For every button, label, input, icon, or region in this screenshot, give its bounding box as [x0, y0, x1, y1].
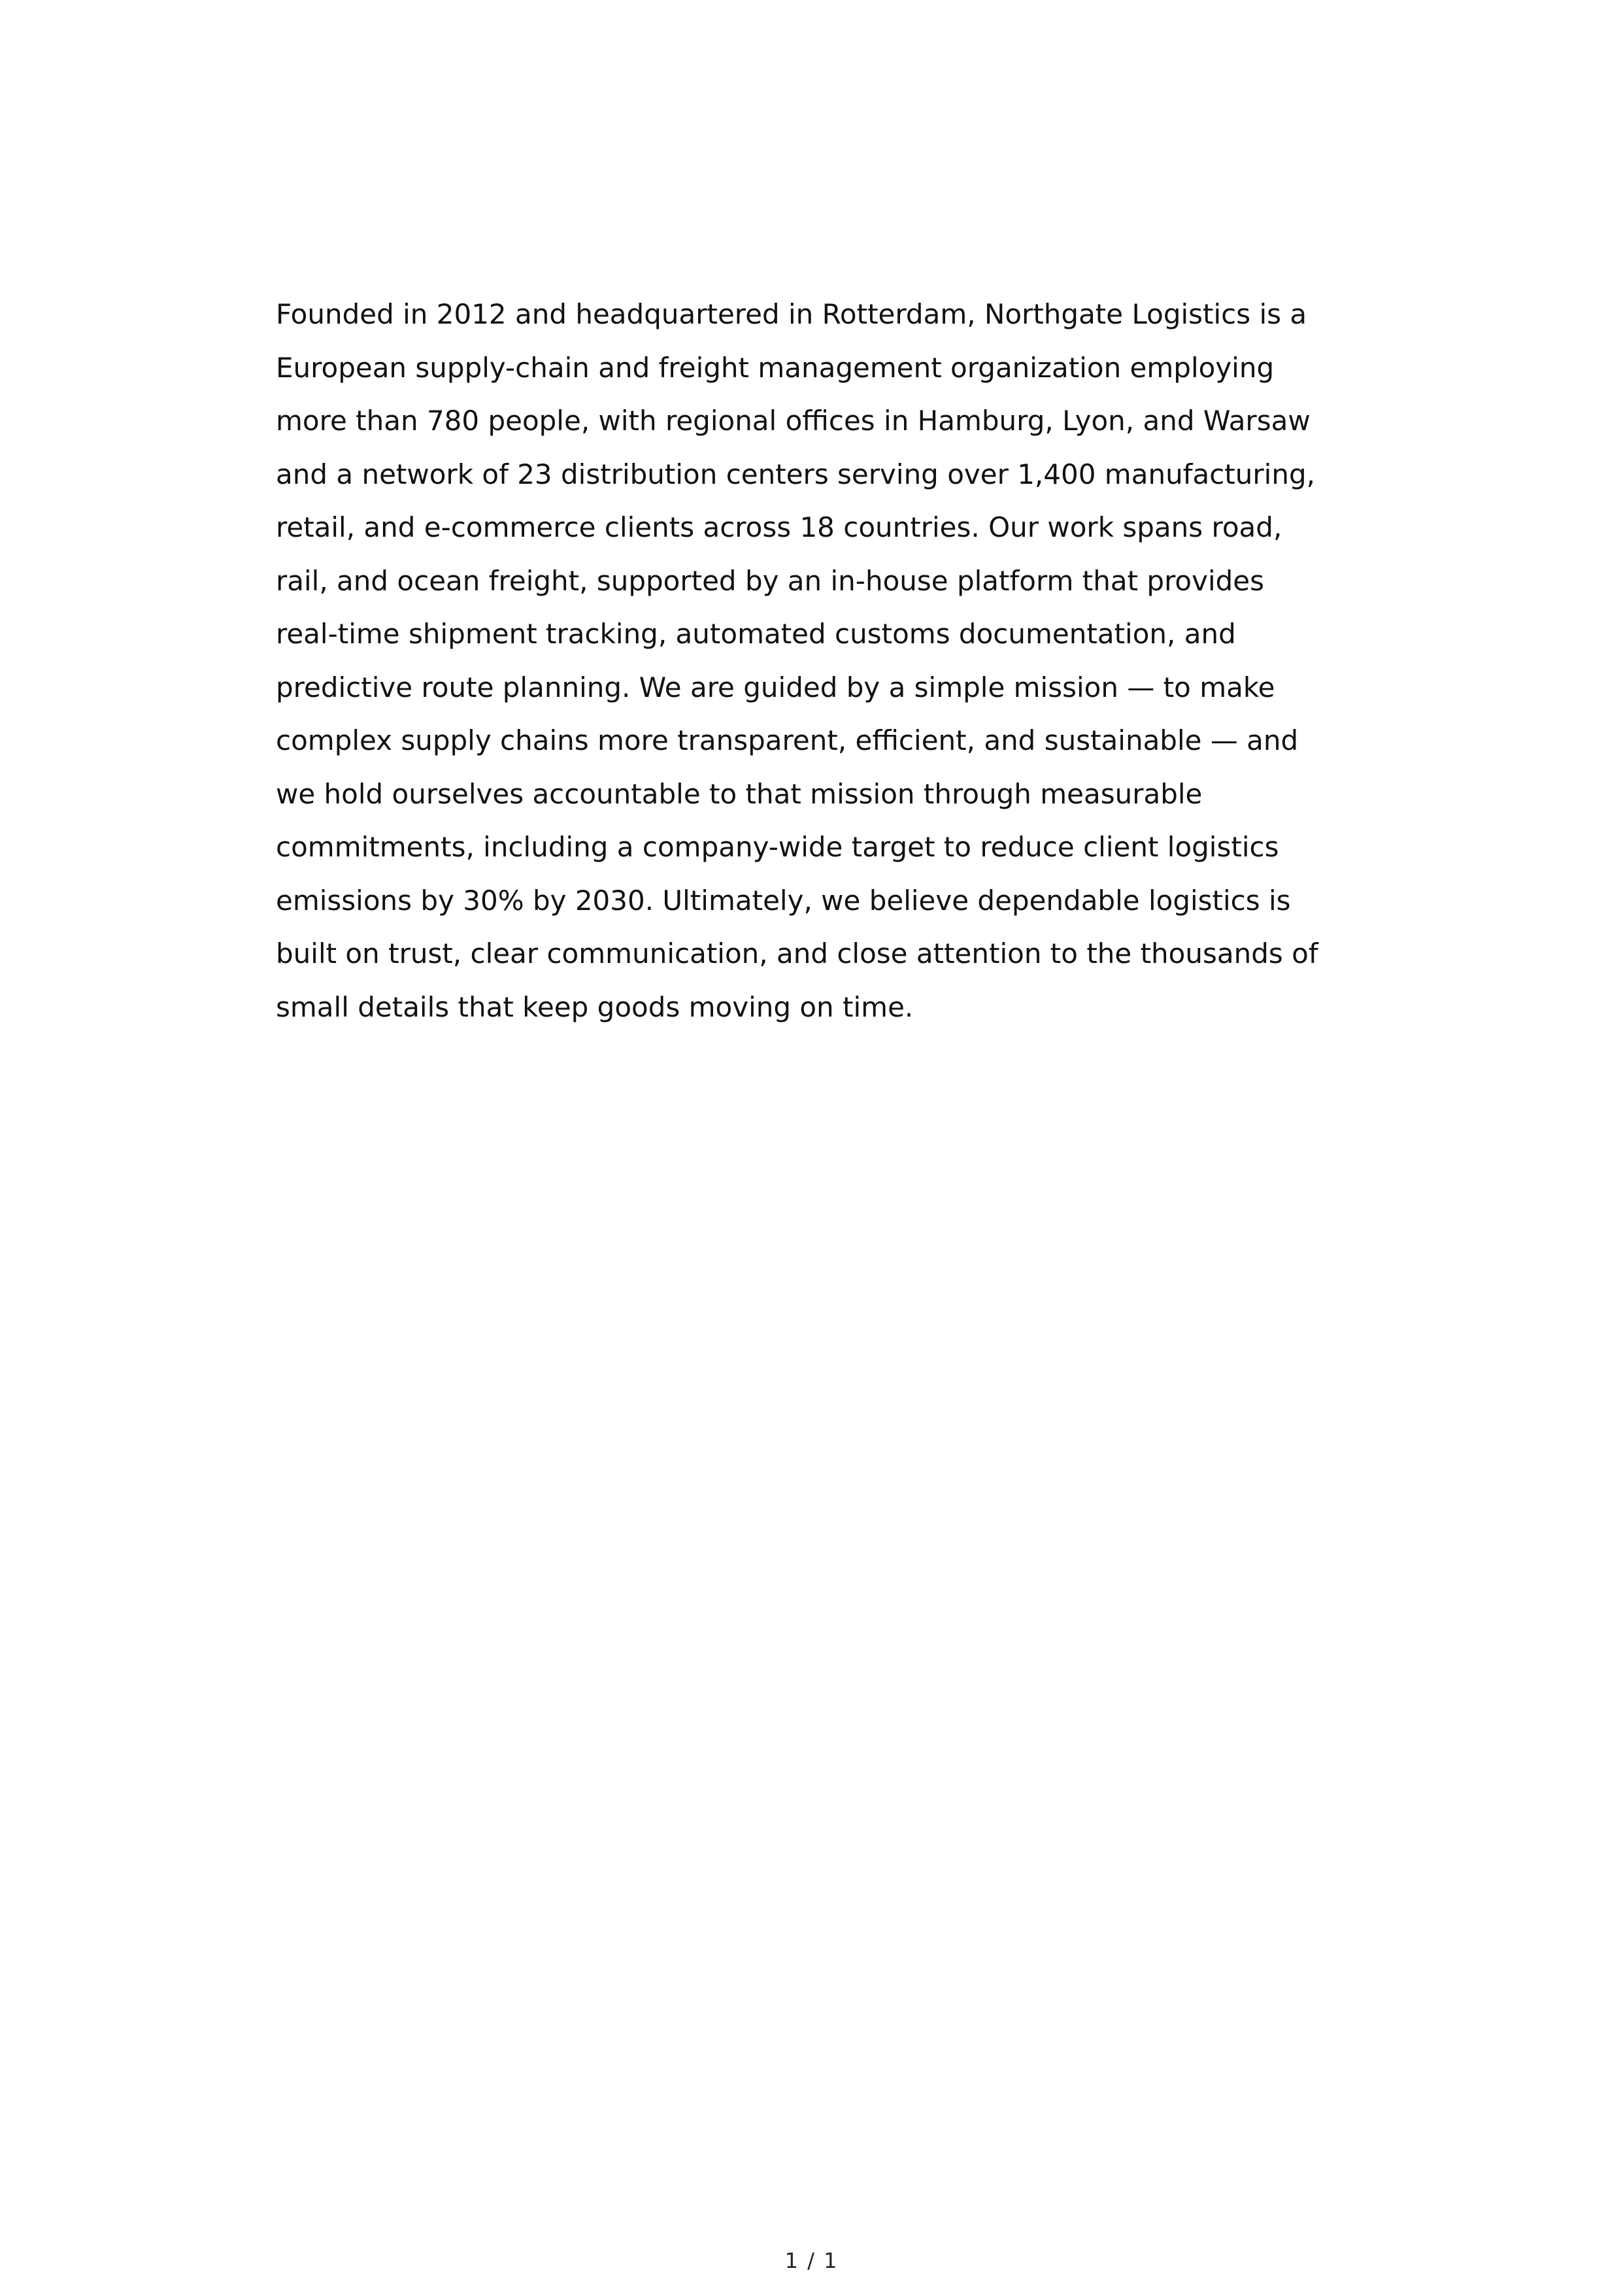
page-number: 1 / 1 [784, 2248, 839, 2273]
paragraph-line: complex supply chains more transparent, efficient, and sustainable — and [276, 724, 1299, 756]
paragraph-line: and a network of 23 distribution centers serving over 1,400 manufacturing, [276, 458, 1315, 490]
paragraph-line: small details that keep goods moving on time. [276, 990, 914, 1023]
paragraph-line: more than 780 people, with regional offices in Hamburg, Lyon, and Warsaw [276, 405, 1311, 437]
paragraph-line: commitments, including a company-wide target to reduce client logistics [276, 831, 1279, 863]
paragraph-line: rail, and ocean freight, supported by an in-house platform that provides [276, 564, 1265, 597]
body-paragraph [276, 288, 1374, 1034]
paragraph-line: emissions by 30% by 2030. Ultimately, we believe dependable logistics is [276, 884, 1291, 917]
paragraph-line: Founded in 2012 and headquartered in Rotterdam, Northgate Logistics is a [276, 298, 1307, 330]
paragraph-line: real-time shipment tracking, automated customs documentation, and [276, 618, 1236, 650]
paragraph-line: retail, and e-commerce clients across 18 countries. Our work spans road, [276, 511, 1282, 543]
paragraph-line: predictive route planning. We are guided by a simple mission — to make [276, 671, 1275, 703]
paragraph-line: built on trust, clear communication, and close attention to the thousands of [276, 937, 1318, 970]
paragraph-line: we hold ourselves accountable to that mission through measurable [276, 777, 1203, 810]
paragraph-line: European supply-chain and freight management organization employing [276, 351, 1275, 384]
